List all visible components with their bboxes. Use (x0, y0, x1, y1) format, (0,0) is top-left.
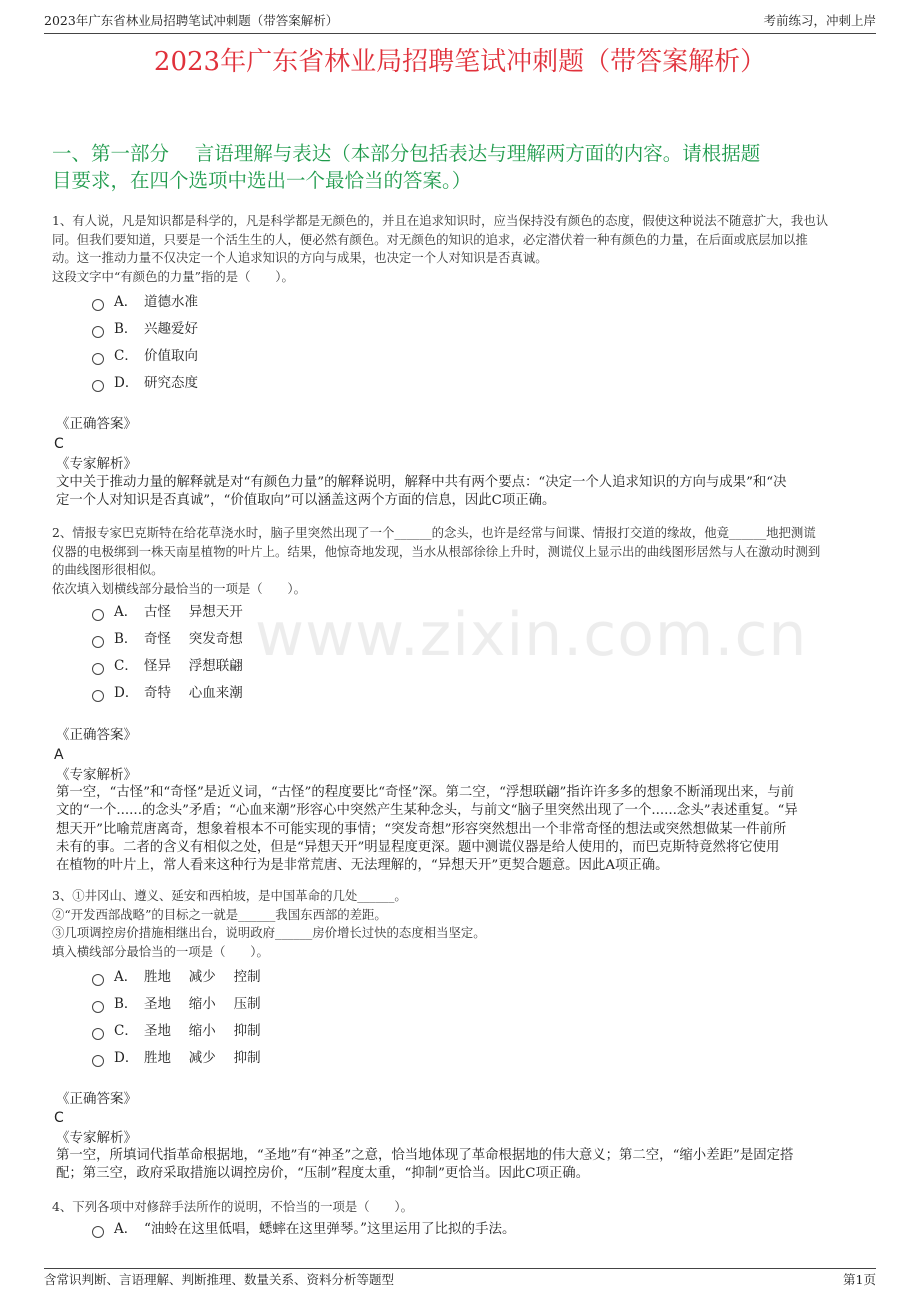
option-b[interactable]: B． 奇怪 突发奇想 (92, 626, 792, 653)
option-a[interactable]: A． 古怪 异想天开 (92, 599, 792, 626)
radio-icon[interactable] (92, 1226, 104, 1238)
page-footer (44, 1268, 876, 1292)
explanation-label: 《专家解析》 (56, 767, 137, 783)
radio-icon[interactable] (92, 690, 104, 702)
option-a[interactable]: A． 胜地 减少 控制 (92, 964, 792, 991)
question-4-options (92, 1216, 792, 1243)
radio-icon[interactable] (92, 326, 104, 338)
stem-line: 动。这一推动力量不仅决定一个人追求知识的方向与成果，也决定一个人对知识是否真诚。 (52, 250, 548, 266)
question-1-explanation (56, 474, 876, 511)
explanation-line: 文的“一个......的念头”矛盾；“心血来潮”形容心中突然产生某种念头，与前文“脑子里突然出现了一个......念头”表述重复。“异 (56, 803, 798, 819)
radio-icon[interactable] (92, 636, 104, 648)
question-1-stem (52, 212, 876, 286)
radio-icon[interactable] (92, 663, 104, 675)
explanation-line: 第一空，所填词代指革命根据地，“圣地”有“神圣”之意，恰当地体现了革命根据地的伟大意义；第二空，“缩小差距”是固定搭 (56, 1148, 794, 1163)
question-4-stem (52, 1198, 876, 1217)
page-number: 第1页 (843, 1272, 876, 1287)
explanation-line: 想天开”比喻荒唐离奇，想象着根本不可能实现的事情；“突发奇想”形容突然想出一个非常奇怪的想法或突然想做某一件前所 (56, 821, 787, 837)
stem-line: 的曲线图形很相似。 (52, 562, 164, 578)
footer-note: 含常识判断、言语理解、判断推理、数量关系、资料分析等题型 (44, 1272, 395, 1287)
question-2-explanation (56, 784, 876, 875)
stem-line: 2、情报专家巴克斯特在给花草浇水时，脑子里突然出现了一个______的念头，也许是经常与间谍、情报打交道的缘故，他竟______地把测谎 (52, 525, 816, 540)
explanation-line: 定一个人对知识是否真诚”，“价值取向”可以涵盖这两个方面的信息，因此C项正确。 (56, 493, 556, 509)
section-heading-line-2: 目要求，在四个选项中选出一个最恰当的答案。） (52, 169, 472, 192)
stem-line: 依次填入划横线部分最恰当的一项是（ ）。 (52, 580, 307, 596)
option-c[interactable]: C． 怪异 浮想联翩 (92, 653, 792, 680)
question-3-options (92, 964, 792, 1072)
option-a[interactable]: A． 道德水准 (92, 289, 792, 316)
stem-line: ②“开发西部战略”的目标之一就是______我国东西部的差距。 (52, 906, 387, 922)
explanation-line: 文中关于推动力量的解释就是对“有颜色力量”的解释说明，解释中共有两个要点：“决定一个人追求知识的方向与成果”和“决 (56, 475, 787, 490)
explanation-line: 未有的事。二者的含义有相似之处，但是“异想天开”明显程度更深。题中测谎仪器是给人使用的，而巴克斯特竟然将它使用 (56, 839, 780, 855)
stem-line: 4、下列各项中对修辞手法所作的说明，不恰当的一项是（ ）。 (52, 1199, 414, 1214)
explanation-line: 配；第三空，政府采取措施以调控房价，“压制”程度太重，“抑制”更恰当。因此C项正确。 (56, 1166, 590, 1182)
radio-icon[interactable] (92, 299, 104, 311)
radio-icon[interactable] (92, 1001, 104, 1013)
section-heading-line-1: 一、第一部分 言语理解与表达（本部分包括表达与理解两方面的内容。请根据题 (52, 142, 761, 165)
section-heading (52, 140, 876, 194)
radio-icon[interactable] (92, 1028, 104, 1040)
watermark: www.zixin.com.cn (255, 600, 808, 670)
answer-label: 《正确答案》 (56, 416, 137, 432)
question-3-explanation (56, 1147, 876, 1184)
stem-line: 填入横线部分最恰当的一项是（ ）。 (52, 943, 269, 959)
answer-value: C (54, 1110, 64, 1126)
explanation-line: 在植物的叶片上，常人看来这种行为是非常荒唐、无法理解的，“异想天开”更契合题意。因此A项正确。 (56, 858, 669, 874)
radio-icon[interactable] (92, 1055, 104, 1067)
header-doc-title: 2023年广东省林业局招聘笔试冲刺题（带答案解析） (44, 13, 339, 28)
stem-line: 这段文字中“有颜色的力量”指的是（ ）。 (52, 268, 294, 284)
header-slogan: 考前练习，冲刺上岸 (763, 13, 876, 28)
stem-line: 1、有人说，凡是知识都是科学的，凡是科学都是无颜色的，并且在追求知识时，应当保持没有颜色的态度，假使这种说法不随意扩大，我也认 (52, 213, 829, 228)
answer-value: C (54, 436, 64, 452)
option-c[interactable]: C． 圣地 缩小 抑制 (92, 1018, 792, 1045)
option-d[interactable]: D． 奇特 心血来潮 (92, 680, 792, 707)
question-3-stem (52, 887, 876, 961)
option-d[interactable]: D． 胜地 减少 抑制 (92, 1045, 792, 1072)
option-a[interactable]: A． “油蛉在这里低唱，蟋蟀在这里弹琴。”这里运用了比拟的手法。 (92, 1216, 792, 1243)
option-d[interactable]: D． 研究态度 (92, 370, 792, 397)
answer-value: A (54, 747, 64, 763)
explanation-label: 《专家解析》 (56, 1130, 137, 1146)
stem-line: ③几项调控房价措施相继出台，说明政府______房价增长过快的态度相当坚定。 (52, 925, 486, 941)
question-2-options (92, 599, 792, 707)
radio-icon[interactable] (92, 353, 104, 365)
option-b[interactable]: B． 兴趣爱好 (92, 316, 792, 343)
option-c[interactable]: C． 价值取向 (92, 343, 792, 370)
document-title: 2023年广东省林业局招聘笔试冲刺题（带答案解析） (153, 47, 767, 77)
radio-icon[interactable] (92, 609, 104, 621)
question-1-options (92, 289, 792, 397)
explanation-line: 第一空，“古怪”和“奇怪”是近义词，“古怪”的程度要比“奇怪”深。第二空，“浮想联翩”指许许多多的想象不断涌现出来，与前 (56, 785, 794, 800)
stem-line: 仪器的电极绑到一株天南星植物的叶片上。结果，他惊奇地发现，当水从根部徐徐上升时，测谎仪上显示出的曲线图形居然与人在激动时测到 (52, 543, 821, 559)
page-header (44, 10, 876, 34)
stem-line: 3、①井冈山、遵义、延安和西柏坡，是中国革命的几处______。 (52, 888, 407, 903)
answer-label: 《正确答案》 (56, 727, 137, 743)
question-2-stem (52, 524, 876, 598)
radio-icon[interactable] (92, 974, 104, 986)
explanation-label: 《专家解析》 (56, 456, 137, 472)
radio-icon[interactable] (92, 380, 104, 392)
stem-line: 同。但我们要知道，只要是一个活生生的人，便必然有颜色。对无颜色的知识的追求，必定潜伏着一种有颜色的力量，在后面或底层加以推 (52, 231, 808, 247)
answer-label: 《正确答案》 (56, 1091, 137, 1107)
option-b[interactable]: B． 圣地 缩小 压制 (92, 991, 792, 1018)
